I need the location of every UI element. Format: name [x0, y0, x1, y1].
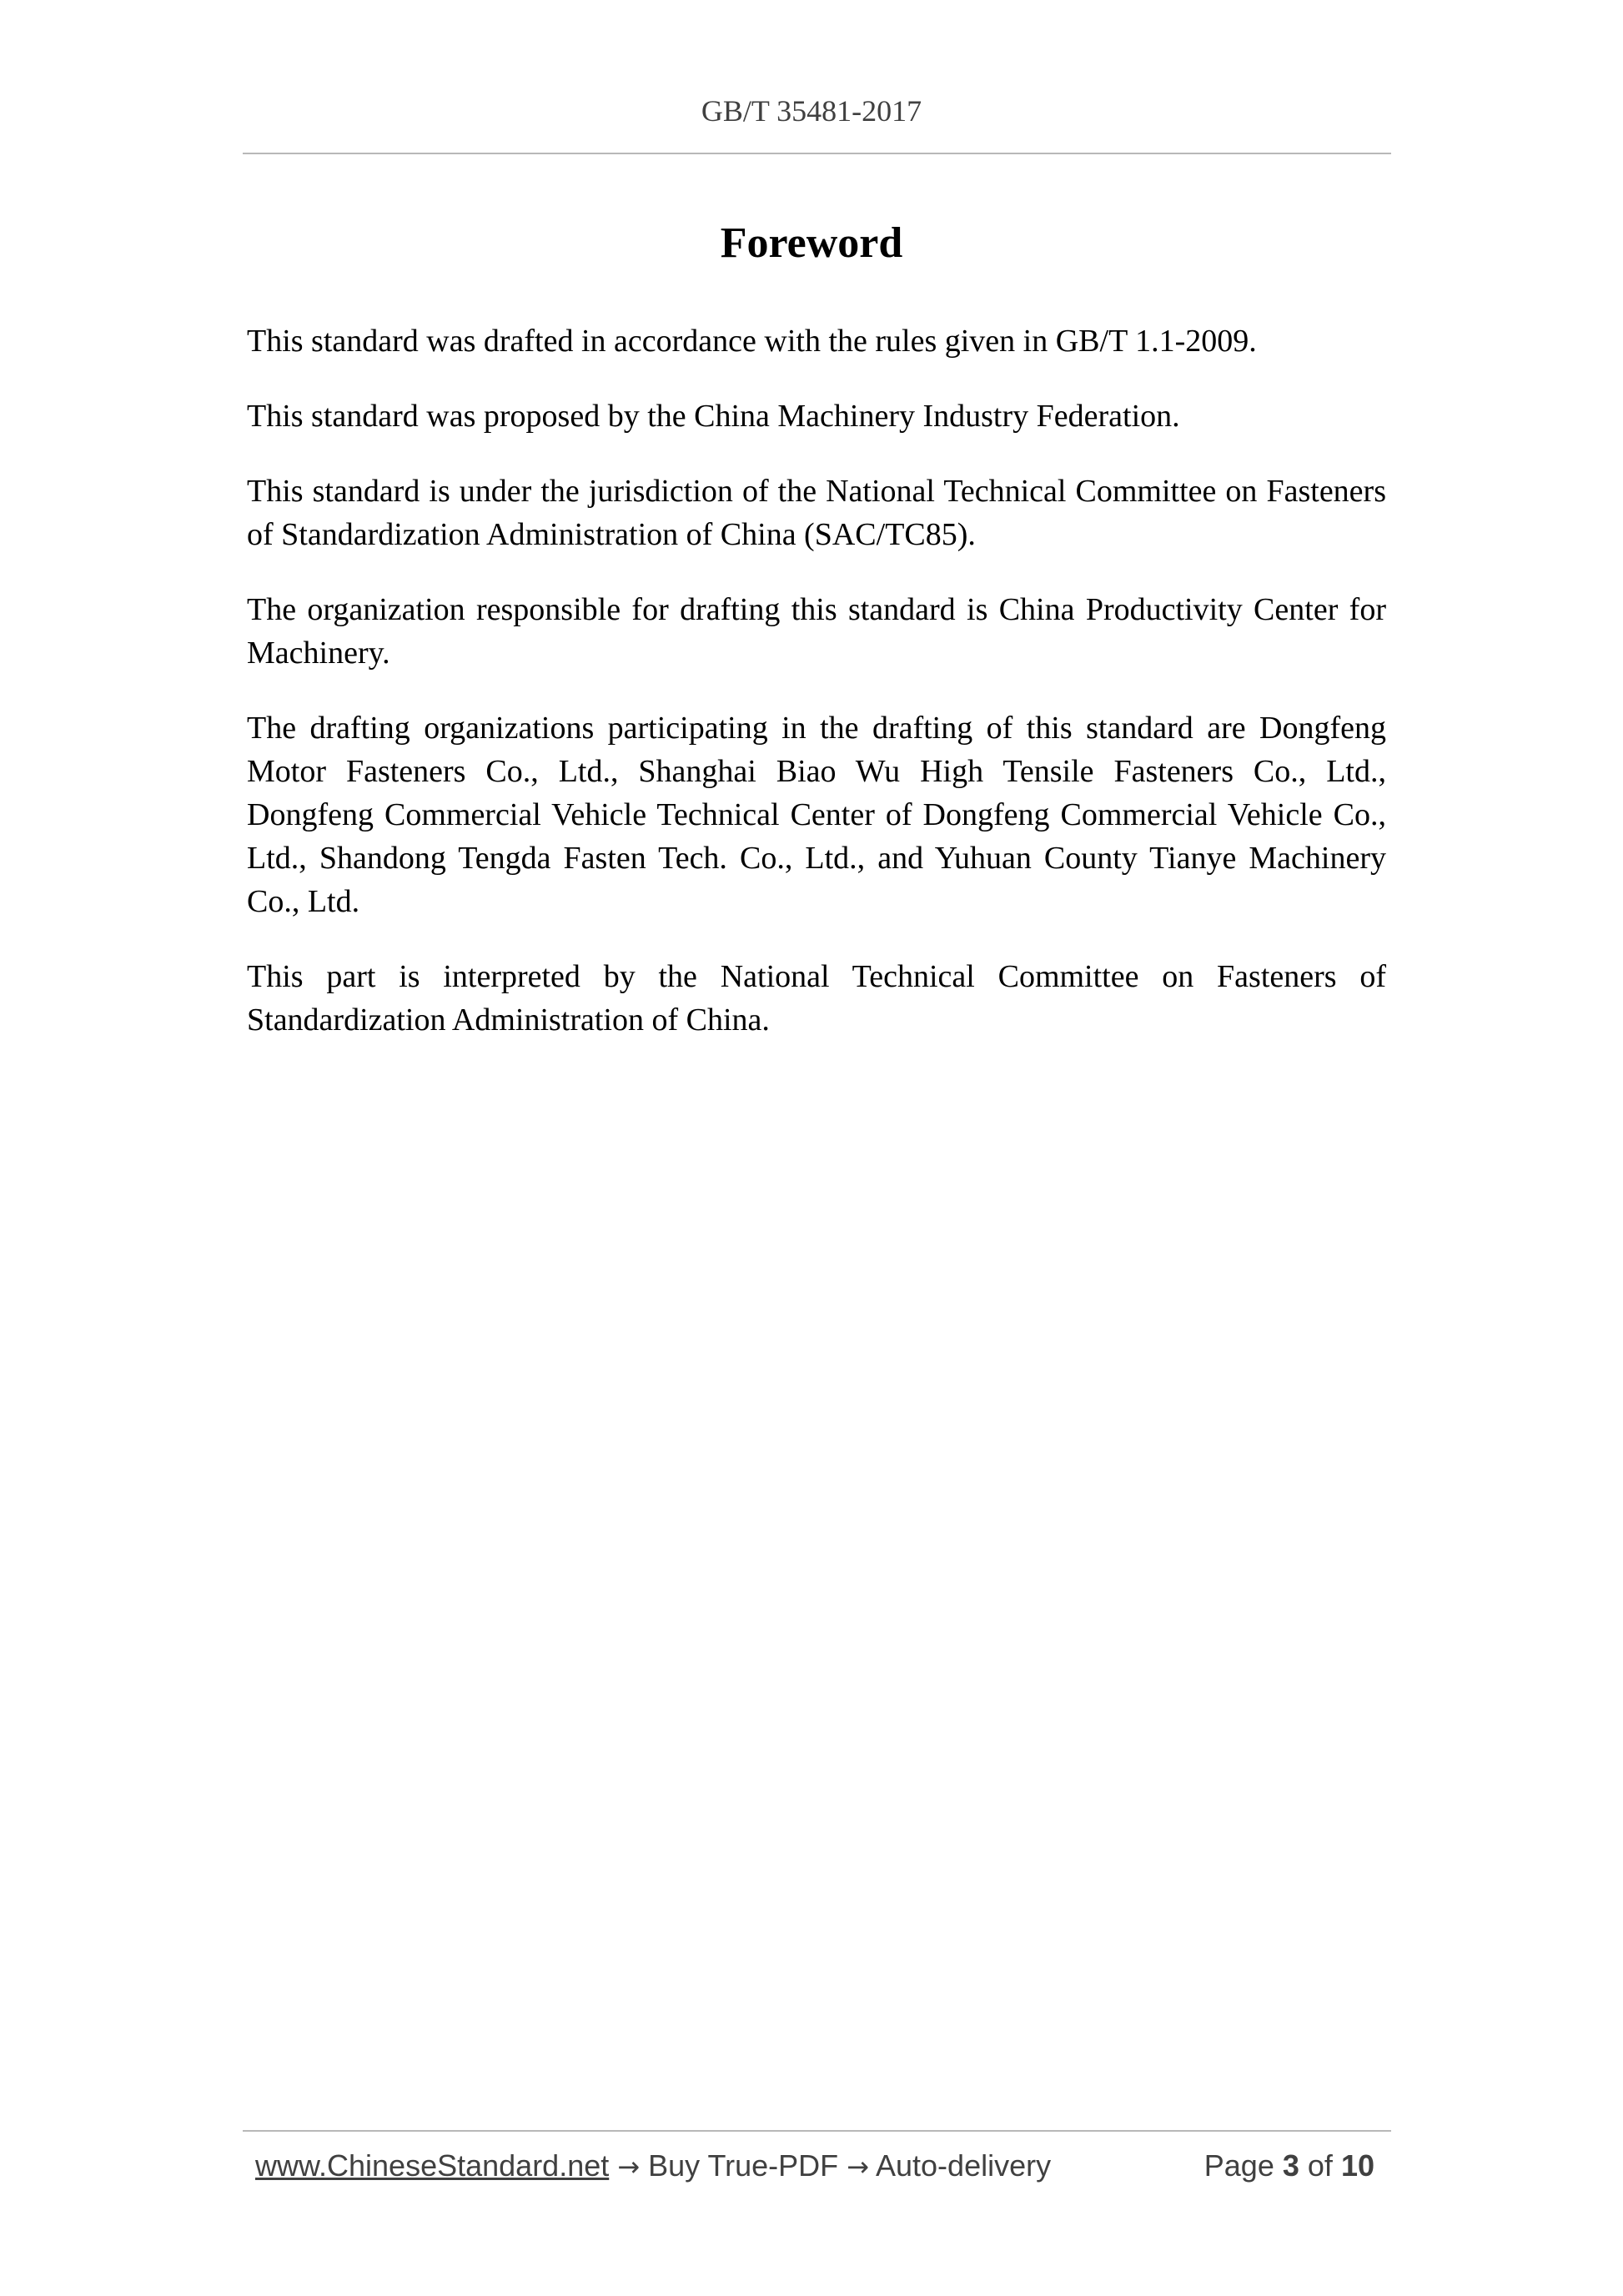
page-indicator	[1204, 2148, 1374, 2183]
footer-divider	[243, 2130, 1391, 2132]
footer-promo	[255, 2148, 1051, 2183]
header-divider	[243, 153, 1391, 154]
auto-delivery-text: Auto-delivery	[876, 2148, 1052, 2183]
paragraph-drafting-rules: This standard was drafted in accordance with the rules given in GB/T 1.1-2009.	[247, 324, 1257, 359]
page-label: Page	[1203, 2148, 1274, 2183]
foreword-body	[247, 319, 1386, 1073]
page-current: 3	[1282, 2148, 1299, 2183]
arrow-right-icon: →	[847, 2151, 869, 2183]
page-of-label: of	[1307, 2148, 1333, 2183]
running-header: GB/T 35481-2017	[701, 94, 922, 128]
paragraph-responsible-organization: The organization responsible for drafting this standard is China Productivity Center for Machinery.	[247, 592, 1386, 671]
page-footer	[255, 2148, 1383, 2190]
arrow-right-icon: →	[617, 2151, 641, 2183]
page-total: 10	[1340, 2148, 1374, 2183]
paragraph-proposed-by: This standard was proposed by the China Machinery Industry Federation.	[247, 399, 1180, 434]
page-title: Foreword	[720, 219, 903, 267]
paragraph-interpretation: This part is interpreted by the National Technical Committee on Fasteners of Standardization Administration of China.	[247, 959, 1386, 1037]
paragraph-participating-organizations: The drafting organizations participating in the drafting of this standard are Dongfeng Motor Fasteners Co., Ltd., Shanghai Biao Wu High Tensile Fasteners Co., Ltd., Dongfeng Commercial Vehicle Technical Center of Dongfeng Commercial Vehicle Co., Ltd., Shandong Tengda Fasten Tech. Co., Ltd., and Yuhuan County Tianye Machinery Co., Ltd.	[247, 711, 1386, 919]
buy-true-pdf-text: Buy True-PDF	[648, 2148, 839, 2183]
site-link[interactable]: www.ChineseStandard.net	[255, 2148, 610, 2183]
paragraph-jurisdiction: This standard is under the jurisdiction of the National Technical Committee on Fasteners of Standardization Administration of China (SAC/TC85).	[247, 474, 1386, 552]
